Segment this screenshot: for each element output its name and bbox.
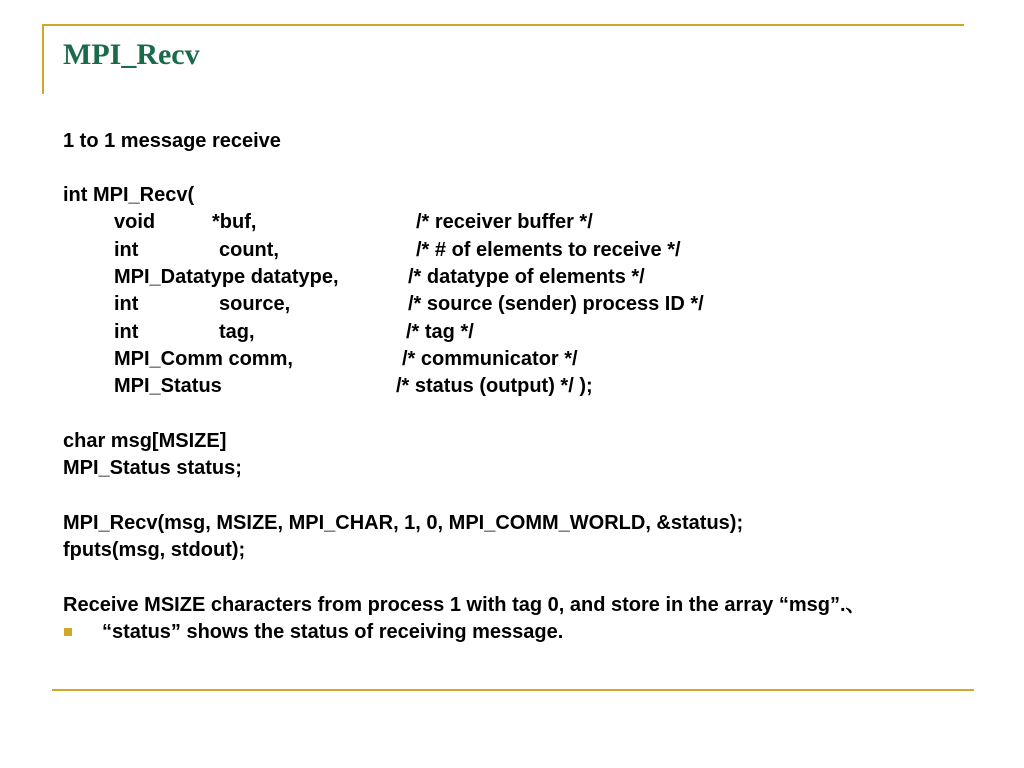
param-comment: /* status (output) */ ); [396, 375, 593, 397]
code-line: MPI_Recv(msg, MSIZE, MPI_CHAR, 1, 0, MPI_COMM_WORLD, &status); [63, 512, 744, 534]
declaration-line: MPI_Status status; [63, 457, 242, 479]
param-type: MPI_Datatype datatype, [114, 266, 339, 288]
subtitle: 1 to 1 message receive [63, 130, 281, 152]
param-name: *buf, [212, 211, 257, 233]
param-type: MPI_Comm comm, [114, 348, 293, 370]
declaration-line: char msg[MSIZE] [63, 430, 227, 452]
param-type: int [114, 293, 139, 315]
param-comment: /* receiver buffer */ [416, 211, 593, 233]
top-rule [42, 24, 964, 26]
signature-header: int MPI_Recv( [63, 184, 195, 206]
slide-title: MPI_Recv [63, 38, 200, 71]
explanation-text: Receive MSIZE characters from process 1 with tag 0, and store in the array “msg”.、 [63, 594, 866, 616]
param-name: tag, [219, 321, 255, 343]
param-type: void [114, 211, 156, 233]
param-comment: /* datatype of elements */ [408, 266, 645, 288]
param-type: MPI_Status [114, 375, 222, 397]
bullet-text: “status” shows the status of receiving message. [102, 621, 564, 643]
param-name: count, [219, 239, 279, 261]
code-line: fputs(msg, stdout); [63, 539, 246, 561]
param-type: int [114, 239, 139, 261]
param-type: int [114, 321, 139, 343]
param-comment: /* source (sender) process ID */ [408, 293, 704, 315]
param-name: source, [219, 293, 291, 315]
left-rule [42, 24, 44, 94]
param-comment: /* # of elements to receive */ [416, 239, 681, 261]
bullet-icon [64, 628, 72, 636]
param-comment: /* communicator */ [402, 348, 578, 370]
bottom-rule [52, 689, 974, 691]
param-comment: /* tag */ [406, 321, 474, 343]
